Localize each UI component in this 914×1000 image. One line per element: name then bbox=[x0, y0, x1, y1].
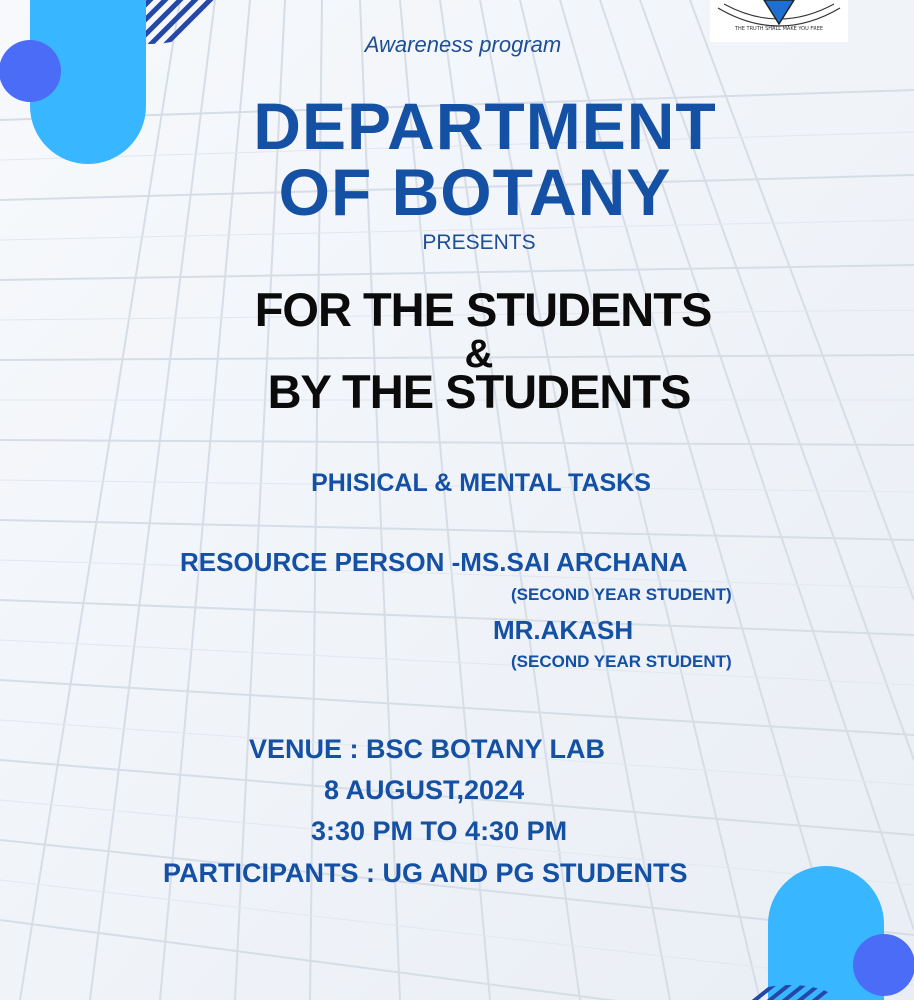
resource-person-1-note: (SECOND YEAR STUDENT) bbox=[511, 585, 732, 604]
tagline-ampersand: & bbox=[464, 332, 494, 376]
dark-blue-circle-shape bbox=[853, 934, 914, 996]
resource-person-2: MR.AKASH bbox=[493, 615, 634, 645]
svg-text:THE TRUTH SHALL MAKE YOU FREE: THE TRUTH SHALL MAKE YOU FREE bbox=[734, 26, 824, 32]
department-title-line-1: DEPARTMENT bbox=[253, 89, 717, 163]
venue-text: VENUE : BSC BOTANY LAB bbox=[249, 734, 606, 764]
tagline-line-2: BY THE STUDENTS bbox=[267, 365, 691, 418]
tagline-line-1: FOR THE STUDENTS bbox=[254, 283, 712, 336]
department-title-line-2: OF BOTANY bbox=[278, 155, 672, 229]
activity-heading: PHISICAL & MENTAL TASKS bbox=[311, 469, 651, 497]
resource-person-2-note: (SECOND YEAR STUDENT) bbox=[511, 652, 732, 671]
date-text: 8 AUGUST,2024 bbox=[324, 775, 525, 805]
participants-text: PARTICIPANTS : UG AND PG STUDENTS bbox=[163, 858, 688, 888]
presents-label: PRESENTS bbox=[422, 231, 536, 254]
bottom-right-decoration bbox=[740, 860, 914, 1000]
resource-person-1: RESOURCE PERSON -MS.SAI ARCHANA bbox=[180, 547, 688, 577]
event-type-subtitle: Awareness program bbox=[364, 32, 562, 57]
time-text: 3:30 PM TO 4:30 PM bbox=[311, 816, 568, 846]
